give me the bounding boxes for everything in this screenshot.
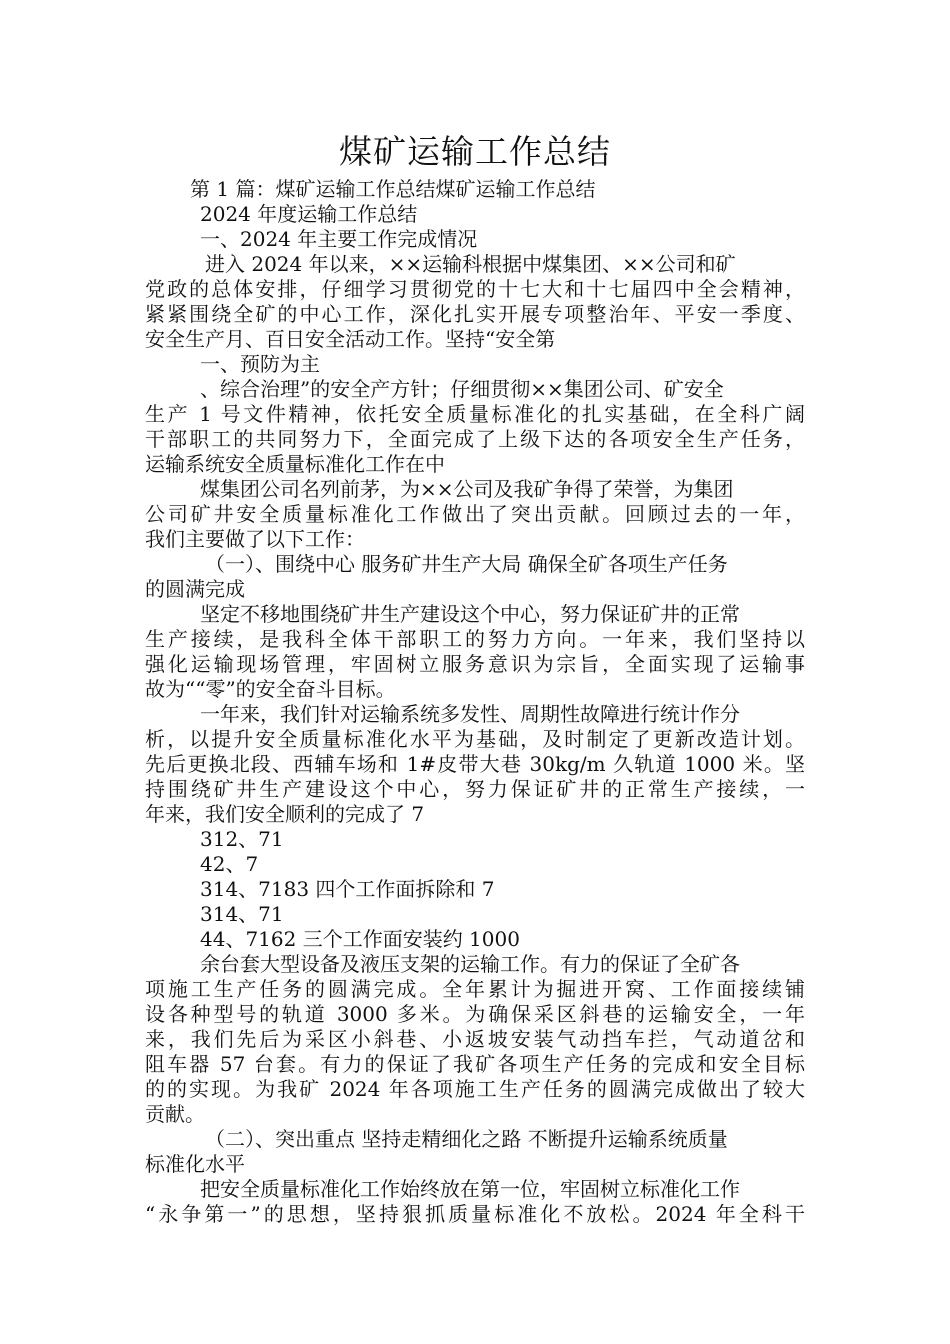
text-line: 设各种型号的轨道 3000 多米。为确保采区斜巷的运输安全，一年 bbox=[145, 1002, 805, 1026]
text-line: 一、2024 年主要工作完成情况 bbox=[200, 227, 478, 251]
text-line: 把安全质量标准化工作始终放在第一位，牢固树立标准化工作 bbox=[200, 1177, 740, 1201]
section-heading: 的圆满完成 bbox=[145, 577, 245, 601]
text-line: 贡献。 bbox=[145, 1102, 205, 1126]
text-line: 2024 年度运输工作总结 bbox=[200, 202, 418, 226]
text-line: 来，我们先后为采区小斜巷、小返坡安装气动挡车拦，气动道岔和 bbox=[145, 1027, 805, 1051]
text-line: “永争第一”的思想，坚持狠抓质量标准化不放松。2024 年全科干 bbox=[145, 1202, 805, 1226]
text-line: 紧紧围绕全矿的中心工作，深化扎实开展专项整治年、平安一季度、 bbox=[145, 302, 805, 326]
text-line: 44、7162 三个工作面安装约 1000 bbox=[200, 927, 520, 951]
text-line: 42、7 bbox=[200, 852, 259, 876]
text-line: 314、7183 四个工作面拆除和 7 bbox=[200, 877, 495, 901]
section-heading: （二）、突出重点 坚持走精细化之路 不断提升运输系统质量 bbox=[205, 1127, 728, 1151]
document-title: 煤矿运输工作总结 bbox=[339, 132, 611, 171]
text-line: 党政的总体安排，仔细学习贯彻党的十七大和十七届四中全会精神， bbox=[145, 277, 805, 301]
text-line: 生产 1 号文件精神，依托安全质量标准化的扎实基础，在全科广阔 bbox=[145, 402, 805, 426]
text-line: 我们主要做了以下工作： bbox=[145, 527, 365, 551]
text-line: 煤集团公司名列前茅，为××公司及我矿争得了荣誉，为集团 bbox=[200, 477, 734, 501]
text-line: 年来，我们安全顺利的完成了 7 bbox=[145, 802, 425, 826]
text-line: 析，以提升安全质量标准化水平为基础，及时制定了更新改造计划。 bbox=[145, 727, 805, 751]
text-line: 强化运输现场管理，牢固树立服务意识为宗旨，全面实现了运输事 bbox=[145, 652, 805, 676]
text-line: 第 1 篇：煤矿运输工作总结煤矿运输工作总结 bbox=[190, 177, 596, 201]
text-line: 公司矿井安全质量标准化工作做出了突出贡献。回顾过去的一年， bbox=[145, 502, 805, 526]
text-line: 一、预防为主 bbox=[200, 352, 320, 376]
text-line: 运输系统安全质量标准化工作在中 bbox=[145, 452, 445, 476]
text-line: 故为““零”的安全奋斗目标。 bbox=[145, 677, 396, 701]
text-line: 进入 2024 年以来，××运输科根据中煤集团、××公司和矿 bbox=[205, 252, 736, 276]
text-line: 314、71 bbox=[200, 902, 284, 926]
text-line: 先后更换北段、西辅车场和 1#皮带大巷 30kg/m 久轨道 1000 米。坚 bbox=[145, 752, 805, 776]
text-line: 坚定不移地围绕矿井生产建设这个中心，努力保证矿井的正常 bbox=[200, 602, 740, 626]
text-line: 、综合治理”的安全产方针；仔细贯彻××集团公司、矿安全 bbox=[200, 377, 724, 401]
text-line: 一年来，我们针对运输系统多发性、周期性故障进行统计作分 bbox=[200, 702, 740, 726]
text-line: 余台套大型设备及液压支架的运输工作。有力的保证了全矿各 bbox=[200, 952, 740, 976]
text-line: 干部职工的共同努力下，全面完成了上级下达的各项安全生产任务， bbox=[145, 427, 805, 451]
text-line: 阻车器 57 台套。有力的保证了我矿各项生产任务的完成和安全目标 bbox=[145, 1052, 805, 1076]
text-line: 312、71 bbox=[200, 827, 284, 851]
section-heading: （一）、围绕中心 服务矿井生产大局 确保全矿各项生产任务 bbox=[205, 552, 728, 576]
text-line: 生产接续，是我科全体干部职工的努力方向。一年来，我们坚持以 bbox=[145, 627, 805, 651]
text-line: 安全生产月、百日安全活动工作。坚持“安全第 bbox=[145, 327, 556, 351]
section-heading: 标准化水平 bbox=[145, 1152, 245, 1176]
text-line: 项施工生产任务的圆满完成。全年累计为掘进开窝、工作面接续铺 bbox=[145, 977, 805, 1001]
text-line: 持围绕矿井生产建设这个中心，努力保证矿井的正常生产接续，一 bbox=[145, 777, 805, 801]
text-line: 的的实现。为我矿 2024 年各项施工生产任务的圆满完成做出了较大 bbox=[145, 1077, 805, 1101]
